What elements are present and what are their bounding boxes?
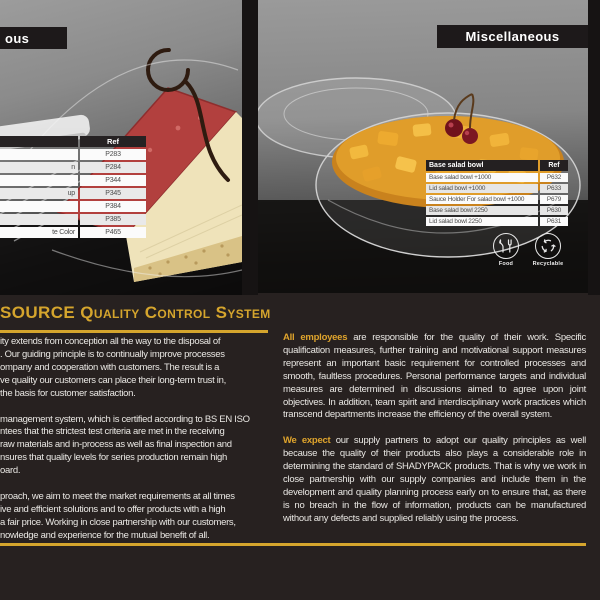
table-row [426, 173, 568, 182]
paragraph-body: are responsible for the quality of their work. Specific qualification measures, further training and motivational support measures represent an important basic requirement for controlled processes and smooth, faultless procedures. Personal performance targets and individual measures are determined in discussions aimed to agree upon joint objectives. In addition, team spirit and interdisciplinary work practices which transcend departments increase the efficiency of the overall system. [283, 332, 586, 421]
text-line: . Our guiding principle is to continually improve processes [0, 348, 225, 360]
item-cell: Lid salad bowl 2250 [426, 217, 538, 226]
table-row [0, 162, 146, 173]
item-header-cell [0, 136, 78, 147]
table-row [0, 175, 146, 186]
ref-cell: P284 [80, 162, 146, 173]
item-cell: te Color [0, 227, 78, 238]
ref-cell: P385 [80, 214, 146, 225]
table-row [0, 201, 146, 212]
item-cell: up [0, 188, 78, 199]
right-section-header-label: Miscellaneous [465, 29, 560, 44]
text-line: ntees that the strictest test criteria are met in the receiving [0, 426, 225, 438]
paragraph-lead: All employees [283, 332, 348, 343]
text-line: nowledge and experience for the mutual benefit of all. [0, 529, 210, 541]
item-cell: Base salad bowl +1000 [426, 173, 538, 182]
table-row [0, 227, 146, 238]
food-safe-icon [493, 233, 519, 259]
table-row [426, 195, 568, 204]
paragraph [283, 435, 586, 525]
ref-cell: P345 [80, 188, 146, 199]
ref-header-cell: Ref [80, 136, 146, 147]
paragraph-body: our supply partners to adopt our quality principles as well because the quality of their products also plays a considerable role in determining the standard of SHADYPACK products. That is why we work in close partnership with our supply companies and include them in the development and quality planning process early on to ensure that, as there is no breach in the flow of information, products can be manufactured without any defects and supplied reliably using the process. [283, 435, 586, 524]
text-line: proach, we aim to meet the market requirements at all times [0, 491, 235, 503]
right-text-column [283, 332, 586, 539]
item-cell: Sauce Holder For salad bowl +1000 [426, 195, 538, 204]
item-cell [0, 175, 78, 186]
text-line: ity extends from conception all the way to the disposal of [0, 336, 221, 347]
table-row [0, 214, 146, 225]
text-line: oard. [0, 465, 21, 477]
text-line: ompany and cooperation with customers. The result is a [0, 361, 220, 373]
text-line: the basis for customer satisfaction. [0, 387, 136, 399]
recyclable-icon [535, 233, 561, 259]
food-safe-label: Food [498, 261, 514, 267]
ref-cell: P633 [540, 184, 568, 193]
ref-cell: P344 [80, 175, 146, 186]
item-cell [0, 201, 78, 212]
item-cell [0, 214, 78, 225]
text-line: management system, which is certified according to BS EN ISO [0, 413, 250, 425]
text-line: raw materials and in-process as well as final inspection and [0, 439, 232, 451]
text-line: nsures that quality levels for series production remain high [0, 452, 228, 464]
item-cell: Base salad bowl 2250 [426, 206, 538, 215]
paragraph-lead: We expect [283, 435, 331, 447]
item-header-cell: Base salad bowl [426, 160, 538, 171]
table-row [426, 206, 568, 215]
recyclable-label: Recyclable [532, 261, 564, 267]
ref-cell: P630 [540, 206, 568, 215]
table-row [426, 217, 568, 226]
food-safe-symbol [490, 233, 522, 267]
paragraph [283, 332, 586, 422]
bottom-gold-rule [0, 543, 586, 546]
item-cell: n [0, 162, 78, 173]
ref-cell: P465 [80, 227, 146, 238]
item-cell [0, 149, 78, 160]
ref-cell: P632 [540, 173, 568, 182]
ref-header-cell: Ref [540, 160, 568, 171]
right-section-header [437, 25, 588, 48]
packaging-icons [490, 233, 564, 267]
text-line: ive and efficient solutions and to offer products with a high [0, 503, 226, 515]
left-text-column [0, 336, 264, 556]
left-section-header [0, 27, 67, 49]
cake-ref-table [0, 134, 148, 240]
text-line: a fair price. Working in close partnership with our customers, [0, 516, 236, 528]
title-underline [0, 330, 268, 333]
section-title: SOURCE Quality Control System [0, 303, 271, 322]
photo-gutter [242, 0, 258, 295]
ref-cell: P283 [80, 149, 146, 160]
ref-cell: P679 [540, 195, 568, 204]
paragraph [0, 336, 264, 401]
ref-cell: P631 [540, 217, 568, 226]
item-cell: Lid salad bowl +1000 [426, 184, 538, 193]
table-row [426, 184, 568, 193]
paragraph [0, 414, 264, 479]
salad-bowl-ref-table [424, 158, 570, 228]
table-row [0, 149, 146, 160]
paragraph [0, 491, 264, 543]
left-section-header-label: ous [5, 30, 30, 46]
right-edge-strip [588, 0, 600, 295]
ref-cell: P384 [80, 201, 146, 212]
text-line: ve quality our customers can place their long-term trust in, [0, 374, 226, 386]
recyclable-symbol [532, 233, 564, 267]
table-header-row [426, 160, 568, 171]
table-row [0, 188, 146, 199]
table-header-row [0, 136, 146, 147]
